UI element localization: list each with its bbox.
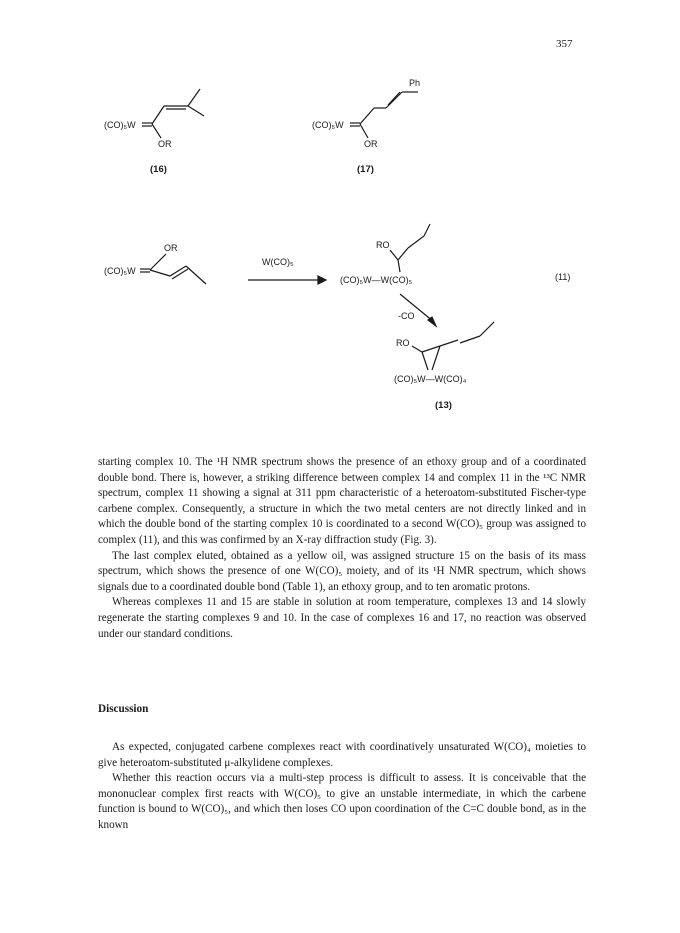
reactant-structure [104,243,206,284]
structure-17-substituent: OR [364,139,378,149]
reactant-metal: (CO)₅W [104,266,136,276]
final-metals: (CO)₅W—W(CO)₄ [394,374,467,384]
product-metals: (CO)₅W—W(CO)₅ [340,275,413,285]
equation-number: (11) [555,272,571,282]
results-text [98,455,586,642]
reagent-label: W(CO)₅ [262,257,294,267]
product-substituent: RO [376,240,390,250]
paragraph: Whether this reaction occurs via a multi-step process is difficult to assess. It is conceivable that the mononuclear complex first reacts with W(CO)₅ to give an unstable intermediate, in which the carbene function is bound to W(CO)₅, and which then loses CO upon coordination of the C=C double bond, as in the known [98,772,586,831]
paragraph: starting complex 10. The ¹H NMR spectrum shows the presence of an ethoxy group and of a coordinated double bond. There is, however, a striking difference between complex 14 and complex 11 in the ¹³C NMR spectrum, complex 11 showing a signal at 311 ppm characteristic of a heteroatom-substituted Fischer-type carbene complex. Consequently, a structure in which the two metal centers are not directly linked and in which the double bond of the starting complex 10 is coordinated to a second W(CO)₅ group was assigned to complex (11), and this was confirmed by an X-ray diffraction study (Fig. 3). [98,456,586,546]
structure-17-phenyl: Ph [409,78,421,88]
page-number: 357 [556,38,573,50]
reactant-substituent: OR [164,243,178,253]
reaction-arrow [248,257,326,284]
reaction-scheme [0,0,680,450]
discussion-text [98,740,586,834]
co-loss-arrow [398,294,436,326]
final-product-label: (13) [435,400,452,411]
section-heading: Discussion [98,703,149,715]
final-substituent: RO [396,338,410,348]
paragraph: As expected, conjugated carbene complexes react with coordinatively unsaturated W(CO)₄ moieties to give heteroatom-substituted μ-alkylidene complexes. [98,741,586,769]
paragraph: Whereas complexes 11 and 15 are stable in solution at room temperature, complexes 13 and 14 slowly regenerate the starting complexes 9 and 10. In the case of complexes 16 and 17, no reaction was observed under our standard conditions. [98,596,586,640]
structure-17 [312,78,420,175]
co-loss-label: -CO [398,311,415,321]
final-product-structure [394,322,494,411]
structure-16-substituent: OR [158,139,172,149]
structure-16-label: (16) [150,164,167,175]
structure-16 [104,89,204,175]
structure-17-metal: (CO)₅W [312,120,344,130]
structure-17-label: (17) [357,164,374,175]
product-structure [340,224,570,285]
paragraph: The last complex eluted, obtained as a yellow oil, was assigned structure 15 on the basis of its mass spectrum, which shows the presence of one W(CO)₅ moiety, and of its ¹H NMR spectrum, which shows signals due to a coordinated double bond (Table 1), an ethoxy group, and to ten aromatic protons. [98,549,586,593]
structure-16-metal: (CO)₅W [104,120,136,130]
